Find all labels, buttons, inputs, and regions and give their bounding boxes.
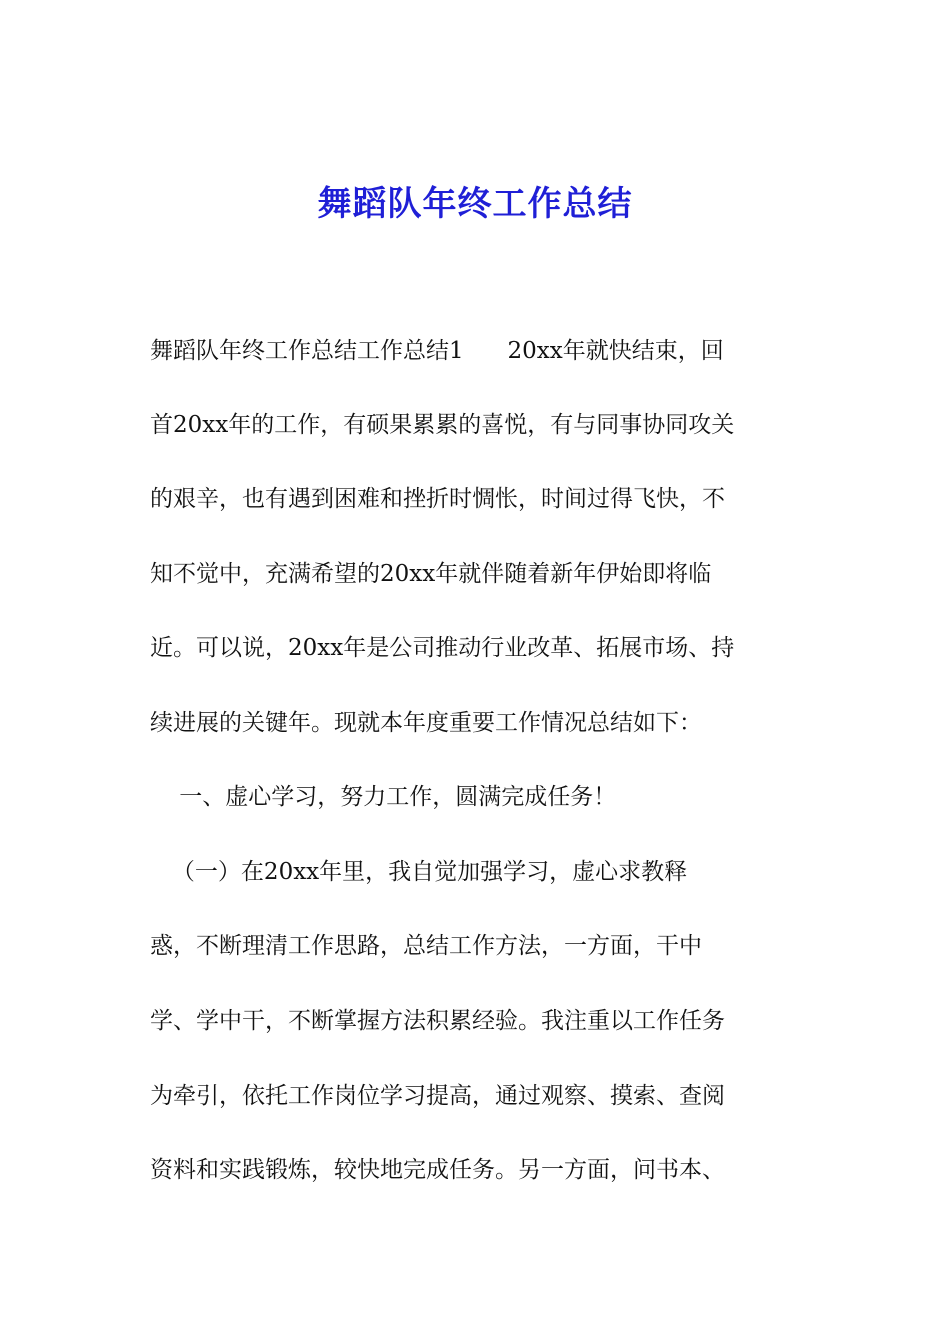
document-title: 舞蹈队年终工作总结 bbox=[317, 184, 633, 224]
section-heading: 一、虚心学习，努力工作，圆满完成任务！ bbox=[150, 784, 617, 810]
body-line: 的艰辛，也有遇到困难和挫折时惆怅，时间过得飞快，不 bbox=[150, 486, 725, 512]
body-line: 学、学中干，不断掌握方法积累经验。我注重以工作任务 bbox=[150, 1008, 725, 1034]
body-line: （一）在20xx年里，我自觉加强学习，虚心求教释 bbox=[150, 859, 688, 885]
body-line: 惑，不断理清工作思路，总结工作方法，一方面，干中 bbox=[150, 933, 702, 959]
body-line: 近。可以说，20xx年是公司推动行业改革、拓展市场、持 bbox=[150, 635, 735, 661]
body-line: 续进展的关键年。现就本年度重要工作情况总结如下： bbox=[150, 710, 702, 736]
body-line: 首20xx年的工作，有硕果累累的喜悦，有与同事协同攻关 bbox=[150, 412, 735, 438]
body-line: 舞蹈队年终工作总结工作总结1 20xx年就快结束，回 bbox=[150, 338, 724, 364]
body-line: 为牵引，依托工作岗位学习提高，通过观察、摸索、查阅 bbox=[150, 1083, 725, 1109]
body-line: 知不觉中，充满希望的20xx年就伴随着新年伊始即将临 bbox=[150, 561, 712, 587]
body-line: 资料和实践锻炼，较快地完成任务。另一方面，问书本、 bbox=[150, 1157, 725, 1183]
